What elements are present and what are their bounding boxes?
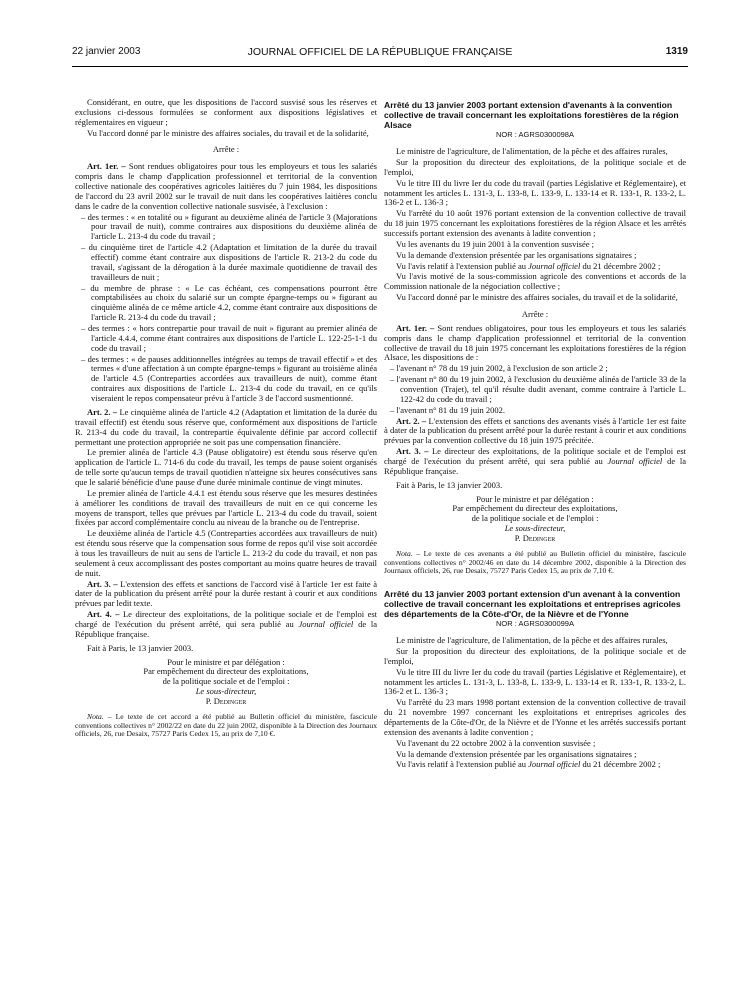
exclusion-item: – du membre de phrase : « Le cas échéant, ces compensations pourront être comptabilisées au choix du salarié sur un compte épargne-temps ou » figurant au cinquième alinéa de ce même article 4.2, comme étant contraire aux dispositions de l'article R. 213-4 du code du travail ; [81,282,377,323]
right-paragraph: Sur la proposition du directeur des exploitations, de la politique sociale et de l'emploi, [384,156,686,177]
right-paragraph: Sur la proposition du directeur des exploitations, de la politique sociale et de l'emploi, [384,646,686,666]
left-paragraph: Vu l'accord donné par le ministre des affaires sociales, du travail et de la solidarité, [87,127,369,138]
nor-reference: NOR : AGRS0300098A [496,130,574,140]
nota-label: Nota. – [396,548,421,558]
left-paragraph: Le premier alinéa de l'article 4.4.1 est étendu sous réserve que les mesures destinées à améliorer les conditions de travail des travailleurs de nuit en ce qui concerne les moyens de transport, telles que prévues par l'article L. 213-4 du code du travail, soient fixées par accord complémentaire conclu au niveau de la branche ou de l'entreprise. [75,487,377,528]
paragraph-text: Vu l'avis relatif à l'extension publié au [396,759,527,770]
header-journal-title: JOURNAL OFFICIEL DE LA RÉPUBLIQUE FRANÇAISE [247,46,513,58]
article-3 [75,580,377,610]
article-text: de la République française. [75,618,378,639]
avenant-item: – l'avenant n° 80 du 19 juin 2002, à l'exclusion du deuxième alinéa de l'article 33 de la convention (Trajet), tel qu'il résulte dudit avenant, comme contraire à l'article L. 122-42 du code du travail ; [390,374,686,404]
article-2 [75,408,377,447]
nota [384,550,686,576]
article-4 [75,610,377,640]
article-text: de la République française. [384,456,687,476]
journal-officiel-ref: Journal officiel [528,260,581,271]
fait-a-paris: Fait à Paris, le 13 janvier 2003. [87,642,194,653]
article-text: Le directeur des exploitations, de la politique sociale et de l'emploi est chargé de l'exécution du présent arrêté, qui sera publié au [75,609,378,629]
header-rule [72,66,688,67]
right-column [384,100,686,771]
article-text: Sont rendues obligatoires, pour tous les employeurs et tous les salariés compris dans le champ d'application professionnel et territorial de la convention collective de travail du 18 juin 1975 concernant les exploitations forestières de la région Alsace, les dispositions de : [384,322,686,363]
signature-line: de la politique sociale et de l'emploi : [471,513,599,524]
nota-text: Le texte de ces avenants a été publié au Bulletin officiel du ministère, fascicule conventions collectives n° 2002/46 en date du 14 décembre 2002, disponible à la Direction des Journaux officiels, 26, rue Desaix, 75727 Paris Cedex 15, au prix de 7,10 €. [384,548,686,576]
fait-a-paris: Fait à Paris, le 13 janvier 2003. [396,479,503,490]
journal-officiel-ref: Journal officiel [528,759,581,770]
arrete-heading: Arrête : [212,144,240,155]
signature-line: Pour le ministre et par délégation : [167,656,285,667]
journal-officiel-ref: Journal officiel [298,618,354,629]
signature-block [384,495,686,544]
article-text: Le directeur des exploitations, de la politique sociale et de l'emploi est chargé de l'exécution du présent arrêté, qui sera publié au [384,446,687,467]
right-paragraph: Vu le titre III du livre Ier du code du travail (parties Législative et Réglementaire), et notamment les articles L. 131-3, L. 133-8, L. 133-9, L. 133-14 et R. 133-1, R. 133-2, L. 136-2 et L. 136-3 ; [384,666,686,697]
article-label: Art. 1er. – [87,161,126,172]
right-paragraph: Vu le titre III du livre Ier du code du travail (parties Législative et Réglementaire), et notamment les articles L. 131-3, L. 133-8, L. 133-9, L. 133-14 et R. 133-1, R. 133-2, L. 136-2 et L. 136-3 ; [384,177,686,208]
article-text: Sont rendues obligatoires pour tous les employeurs et tous les salariés compris dans le champ d'application professionnel et territorial de la convention collective nationale des coopératives agricoles laitières du 7 juin 1984, les dispositions de l'accord du 23 avril 2002 sur le travail de nuit dans les coopératives laitières conclu dans le cadre de la convention collective nationale susvisée, à l'exclusion : [75,161,377,211]
avenant-item: – l'avenant n° 78 du 19 juin 2002, à l'exclusion de son article 2 ; [390,363,608,374]
right-paragraph: Le ministre de l'agriculture, de l'alimentation, de la pêche et des affaires rurales, [396,146,668,157]
signatory-title: Le sous-directeur, [504,523,566,534]
article-label: Art. 3. – [87,578,118,589]
exclusion-item: – des termes : « hors contrepartie pour travail de nuit » figurant au premier alinéa de l'article 4.4.4, comme étant contraires aux dispositions de l'article L. 122-25-1-1 du code du travail ; [81,323,377,353]
header-date: 22 janvier 2003 [72,46,141,57]
page-header [72,46,688,62]
arrete-title: Arrêté du 13 janvier 2003 portant extension d'un avenant à la convention collective de travail concernant les exploitations et entreprises agricoles des départements de la Côte-d'Or, de la Nièvre et de l'Yonne [384,589,681,620]
right-paragraph: Vu l'arrêté du 23 mars 1998 portant extension de la convention collective de travail du 21 novembre 1997 concernant les exploitations et entreprises agricoles des départements de la Côte-d'Or, de la Nièvre et de l'Yonne et les arrêtés successifs portant extension des avenants à ladite convention ; [384,697,686,737]
left-paragraph: Considérant, en outre, que les dispositions de l'accord susvisé sous les réserves et exclusions ci-dessous formulées se conforment aux dispositions législatives et réglementaires en vigueur ; [75,97,377,127]
right-paragraph: Vu l'arrêté du 10 août 1976 portant extension de la convention collective de travail du 18 juin 1975 concernant les exploitations forestières de la région Alsace et les arrêtés successifs portant extension des avenants à ladite convention ; [384,208,686,238]
article-1 [75,162,377,211]
paragraph-text: Vu l'avis relatif à l'extension publié au [396,260,527,271]
signature-block [75,658,377,707]
signatory-title: Le sous-directeur, [195,686,257,697]
left-column [75,98,377,740]
arrete-title: Arrêté du 13 janvier 2003 portant extension d'avenants à la convention collective de travail concernant les exploitations forestières de la région Alsace [384,100,679,131]
signatory-name: P. Dedinger [514,533,556,544]
avenant-item: – l'avenant n° 81 du 19 juin 2002. [390,404,505,415]
right-paragraph: Vu la demande d'extension présentée par les organisations signataires ; [396,249,637,260]
article-1 [384,324,686,363]
signature-line: de la politique sociale et de l'emploi : [162,676,290,687]
right-paragraph: Vu les avenants du 19 juin 2001 à la convention susvisée ; [396,238,595,249]
article-label: Art. 2. – [396,415,427,426]
right-paragraph: Vu l'avenant du 22 octobre 2002 à la convention susvisée ; [396,737,596,748]
article-text: Le cinquième alinéa de l'article 4.2 (Adaptation et limitation de la durée du travail effectif) est étendu sous réserve que, conformément aux dispositions de l'article R. 213-4 du code du travail, la contrepartie équivalente définie par accord collectif permettant une protection appropriée ne soit pas une compensation financière. [75,406,377,447]
right-paragraph: Vu la demande d'extension présentée par les organisations signataires ; [396,748,637,759]
article-3 [384,447,686,477]
nota [75,713,377,739]
signatory-name: P. Dedinger [205,695,247,706]
header-page-number: 1319 [665,46,688,57]
journal-officiel-ref: Journal officiel [607,456,663,467]
right-paragraph: Vu l'avis motivé de la sous-commission agricole des conventions et accords de la Commission nationale de la négociation collective ; [384,271,686,292]
nota-label: Nota. – [87,711,112,721]
nota-text: Le texte de cet accord a été publié au Bulletin officiel du ministère, fascicule conventions collectives n° 2002/22 en date du 22 juin 2002, disponible à la Direction des Journaux officiels, 26, rue Desaix, 75727 Paris Cedex 15, au prix de 7,10 €. [75,711,377,739]
exclusion-item: – des termes : « en totalité ou » figurant au deuxième alinéa de l'article 3 (Majorations pour travail de nuit), comme contraires aux dispositions du deuxième alinéa de l'article L. 213-4 du code du travail ; [81,211,377,242]
article-label: Art. 3. – [396,446,429,457]
article-label: Art. 4. – [87,609,120,620]
signature-line: Pour le ministre et par délégation : [476,493,594,504]
article-label: Art. 2. – [87,406,118,417]
article-label: Art. 1er. – [396,322,435,333]
nor-reference: NOR : AGRS0300099A [496,619,574,629]
left-paragraph: Le deuxième alinéa de l'article 4.5 (Contreparties accordées aux travailleurs de nuit) est étendu sous réserve que la compensation sous forme de repos qu'il vise soit accordée à tous les travailleurs de nuit au sens de l'article L. 213-2 du code du travail, et non pas seulement à ceux accomplissant des postes comportant au moins quatre heures de travail de nuit. [75,528,377,578]
exclusion-item: – du cinquième tiret de l'article 4.2 (Adaptation et limitation de la durée du travail effectif) comme étant contraire aux dispositions de l'article R. 213-2 du code du travail, s'agissant de la dérogation à la durée maximale quotidienne de travail des travailleurs de nuit ; [81,242,377,282]
right-paragraph: Vu l'accord donné par le ministre des affaires sociales, du travail et de la solidarité, [396,292,678,303]
article-text: L'extension des effets et sanctions des avenants visés à l'article 1er est faite à dater de la publication du présent arrêté pour la durée restant à courir et aux conditions prévues par la convention collective du 18 juin 1975 précitée. [384,415,687,446]
exclusion-item: – des termes : « de pauses additionnelles intégrées au temps de travail effectif » et des termes « d'une affectation à un compte épargne-temps » figurant au troisième alinéa de l'article 4.5 (Contreparties accordées aux travailleurs de nuit), comme étant contraires aux dispositions de l'article L. 213-4 du code du travail, en ce qu'ils viseraient le repos compensateur prévu à l'article 3 de l'accord susmentionné. [81,353,377,404]
paragraph-text: du 21 décembre 2002 ; [582,260,661,271]
signature-line: Par empêchement du directeur des exploitations, [143,666,309,677]
right-paragraph [384,760,686,770]
left-paragraph: Le premier alinéa de l'article 4.3 (Pause obligatoire) est étendu sous réserve qu'en application de l'article L. 714-6 du code du travail, les temps de pause soient organisés de telle sorte qu'aucun temps de travail quotidien n'atteigne six heures consécutives sans que le salarié bénéficie d'une pause d'une durée minimale continue de vingt minutes. [75,447,377,487]
paragraph-text: du 21 décembre 2002 ; [582,759,661,770]
signature-line: Par empêchement du directeur des exploitations, [452,503,618,514]
right-paragraph [384,262,686,272]
article-2 [384,417,686,447]
right-paragraph: Le ministre de l'agriculture, de l'alimentation, de la pêche et des affaires rurales, [396,635,668,646]
arrete-heading: Arrête : [521,309,549,319]
article-text: L'extension des effets et sanctions de l'accord visé à l'article 1er est faite à dater de la publication du présent arrêté pour la durée restant à courir et aux conditions prévues par ledit texte. [75,578,377,609]
